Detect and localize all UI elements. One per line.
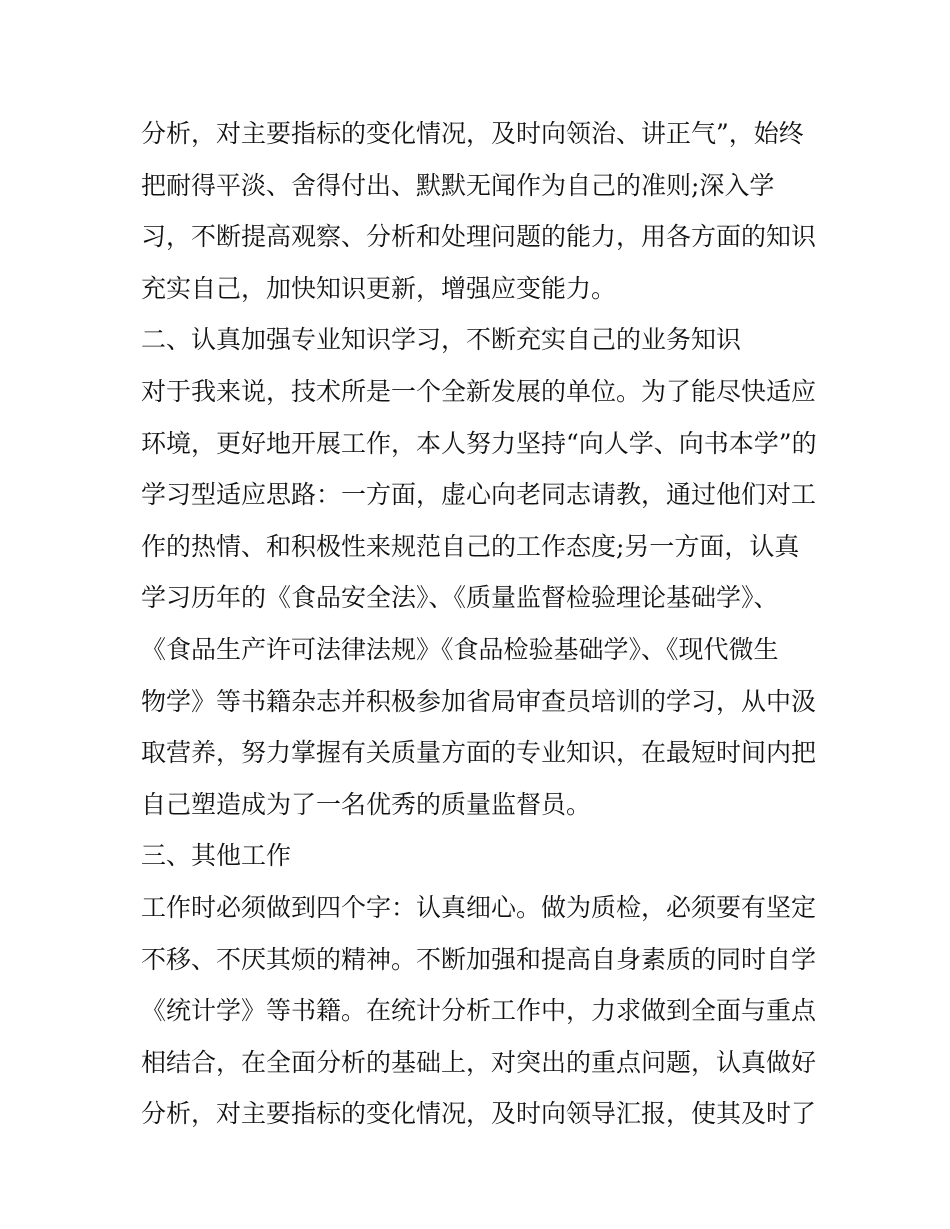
- text-line: 不移、不厌其烦的精神。不断加强和提高自身素质的同时自学: [141, 944, 817, 974]
- text-line: 相结合，在全面分析的基础上，对突出的重点问题，认真做好: [141, 1047, 817, 1077]
- text-line: 对于我来说，技术所是一个全新发展的单位。为了能尽快适应: [141, 376, 817, 406]
- text-line: 《食品生产许可法律法规》《食品检验基础学》、《现代微生: [141, 634, 779, 664]
- text-line: 物学》等书籍杂志并积极参加省局审查员培训的学习，从中汲: [141, 686, 817, 716]
- text-line: 取营养，努力掌握有关质量方面的专业知识，在最短时间内把: [141, 738, 817, 768]
- section-heading-2: 二、认真加强专业知识学习，不断充实自己的业务知识: [141, 325, 742, 355]
- text-line: 充实自己，加快知识更新，增强应变能力。: [141, 273, 617, 303]
- text-line: 习，不断提高观察、分析和处理问题的能力，用各方面的知识: [141, 222, 817, 252]
- text-line: 作的热情、和积极性来规范自己的工作态度;另一方面，认真: [141, 531, 800, 561]
- text-line: 分析，对主要指标的变化情况，及时向领治、讲正气”，始终: [141, 119, 804, 148]
- text-line: 环境，更好地开展工作，本人努力坚持“向人学、向书本学”的: [141, 428, 817, 458]
- text-line: 学习型适应思路：一方面，虚心向老同志请教，通过他们对工: [141, 480, 817, 510]
- body-text: [141, 108, 821, 1140]
- text-line: 《统计学》等书籍。在统计分析工作中，力求做到全面与重点: [141, 996, 817, 1026]
- text-line: 分析，对主要指标的变化情况，及时向领导汇报，使其及时了: [141, 1099, 817, 1129]
- text-line: 工作时必须做到四个字：认真细心。做为质检，必须要有坚定: [141, 892, 817, 922]
- section-heading-3: 三、其他工作: [141, 841, 292, 871]
- text-line: 学习历年的《食品安全法》、《质量监督检验理论基础学》、: [141, 583, 779, 613]
- text-line: 自己塑造成为了一名优秀的质量监督员。: [141, 789, 592, 819]
- text-line: 把耐得平淡、舍得付出、默默无闻作为自己的准则;深入学: [141, 170, 775, 200]
